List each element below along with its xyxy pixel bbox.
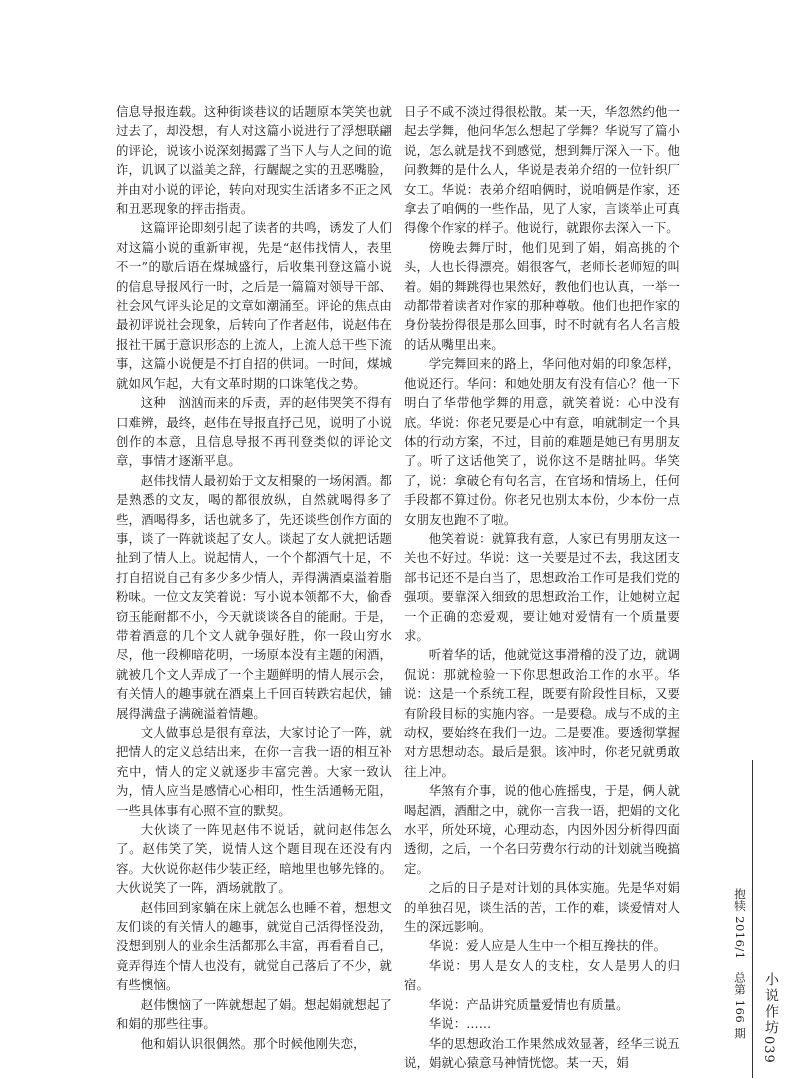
paragraph: 华的思想政治工作果然成效显著，经华三说五说，娟就心猿意马神情恍惚。某一天，娟 <box>404 1035 680 1070</box>
paragraph: 学完舞回来的路上，华问他对娟的印象怎样，他说还行。华问：和她处朋友有没有信心？他一下明白了华带他学舞的用意，就笑着说：心中没有底。华说：你老兄要是心中有意，咱就制定一个具体的行动方案，不过，目前的难题是她已有男朋友了。听了这话他笑了，说你这不是瞎扯吗。华笑了，说：拿破仑有句名言，在官场和情场上，任何手段都不算过份。你老兄也别太本份，少本份一点女朋友也跑不了啦。 <box>404 356 680 527</box>
paragraph: 华说：男人是女人的支柱，女人是男人的归宿。 <box>404 957 680 993</box>
sidebar-divider <box>752 760 753 1078</box>
paragraph: 赵伟找情人最初始于文友相聚的一场闲酒。都是熟悉的文友，喝的都很放纵，自然就喝得多了些，酒喝得多，话也就多了，先还谈些创作方面的事，谈了一阵就谈起了女人。谈起了女人就把话题扯到了情人上。说起情人，一个个都酒气十足，不打自招说自己有多少多少情人，弄得满酒桌溢着脂粉味。一位文友笑着说：写小说本领都不大，偷香窃玉能耐都不小，今天就谈谈各自的能耐。于是，带着酒意的几个文人就争强好胜，你一段山穷水尽，他一段柳暗花明，一场原本没有主题的闲酒，就被几个文人弄成了一个主题鲜明的情人展示会，有关情人的趣事就在酒桌上千回百转跌宕起伏，铺展得满盘子满碗溢着情趣。 <box>116 472 392 721</box>
paragraph: 这种 汹汹而来的斥责，弄的赵伟哭笑不得有口难辨，最终，赵伟在导报直抒己见，说明了小说创作的本意，且信息导报不再刊登类似的评论文章，事情才逐渐平息。 <box>116 395 392 469</box>
paragraph: 他笑着说：就算我有意，人家已有男朋友这一关也不好过。华说：这一关要是过不去，我这团支部书记还不是白当了，思想政治工作可是我们党的强项。要靠深入细致的思想政治工作，让她树立起一个正确的恋爱观，要让她对爱情有一个质量要求。 <box>404 530 680 643</box>
paragraph: 华煞有介事，说的他心旌摇曳，于是，俩人就喝起酒，酒酣之中，就你一言我一语，把娟的文化水平，所处环境，心理动态，内因外因分析得四面透彻，之后，一个名曰劳费尔行动的计划就当晚搞定。 <box>404 783 680 876</box>
paragraph: 赵伟懊恼了一阵就想起了娟。想起娟就想起了和娟的那些往事。 <box>116 996 392 1032</box>
paragraph: 日子不咸不淡过得很松散。某一天，华忽然约他一起去学舞，他问华怎么想起了学舞？华说写了篇小说，怎么就是找不到感觉，想到舞厅深入一下。他问教舞的是什么人，华说是表弟介绍的一位针织厂女工。华说：表弟介绍咱俩时，说咱俩是作家，还拿去了咱俩的一些作品，见了人家，言谈举止可真得像个作家的样子。他说行，就跟你去深入一下。 <box>404 104 680 236</box>
paragraph: 华说：产品讲究质量爱情也有质量。 <box>428 996 629 1012</box>
paragraph: 傍晚去舞厅时，他们见到了娟，娟高挑的个头，人也长得漂亮。娟很客气，老师长老师短的叫着。娟的舞跳得也果然好，教他们也认真，一举一动都带着读者对作家的那种尊敬。他们也把作家的身份装扮得很是那么回事，时不时就有名人名言般的话从嘴里出来。 <box>404 239 680 352</box>
paragraph: 华说：爱人应是人生中一个相互搀扶的伴。 <box>428 938 667 954</box>
column-title: 小说作坊 <box>763 972 779 1036</box>
paragraph: 华说：…… <box>428 1016 492 1032</box>
page-number: 039 <box>761 1036 776 1064</box>
publication-info: 抱犊 2016/1 总第 166 期 <box>733 888 747 1040</box>
paragraph: 赵伟回到家躺在床上就怎么也睡不着，想想文友们谈的有关情人的趣事，就觉自己活得怪没劲，没想到别人的业余生活都那么丰富，再看看自己，竟弄得连个情人也没有，就觉自己落后了不少，就有些懊恼。 <box>116 899 392 993</box>
paragraph: 听着华的话，他就觉这事滑稽的没了边，就调侃说：那就检验一下你思想政治工作的水平。华说：这是一个系统工程，既要有阶段性目标，又要有阶段目标的实施内容。一是要稳。成与不成的主动权，要始终在我们一边。二是要准。要透彻掌握对方思想动态。最后是狠。该冲时，你老兄就勇敢往上冲。 <box>404 647 680 779</box>
paragraph: 文人做事总是很有章法，大家讨论了一阵，就把情人的定义总结出来，在你一言我一语的相互补充中，情人的定义就逐步丰富完善。大家一致认为，情人应当是感情心心相印，性生活通畅无阻，一些具体事有心照不宣的默契。 <box>116 725 392 818</box>
right-column <box>404 102 680 1072</box>
paragraph: 信息导报连载。这种街谈巷议的话题原本笑笑也就过去了，却没想，有人对这篇小说进行了浮想联翩的评论，说该小说深刻揭露了当下人与人之间的诡诈，讥讽了以溢美之辞，行龌龊之实的丑恶嘴脸，并由对小说的评论，转向对现实生活诸多不正之风和丑恶现象的抨击指责。 <box>116 104 392 217</box>
left-column <box>116 102 392 1053</box>
paragraph: 他和娟认识很偶然。那个时候他刚失恋， <box>140 1035 366 1051</box>
paragraph: 这篇评论即刻引起了读者的共鸣，诱发了人们对这篇小说的重新审视，先是“赵伟找情人，表里不一”的歇后语在煤城盛行，后收集刊登这篇小说的信息导报风行一时，之后是一篇篇对领导干部、社会风气评头论足的文章如潮涌至。评论的焦点由最初评说社会现象，后转向了作者赵伟，说赵伟在报社干属于意识形态的上流人，上流人总干些下流事，这篇小说便是不打自招的供词。一时间，煤城就如风乍起，大有文革时期的口诛笔伐之势。 <box>116 220 392 391</box>
paragraph: 之后的日子是对计划的具体实施。先是华对娟的单独召见，谈生活的苦，工作的难，谈爱情对人生的深远影响。 <box>404 880 680 935</box>
paragraph: 大伙谈了一阵见赵伟不说话，就问赵伟怎么了。赵伟笑了笑，说情人这个题目现在还没有内容。大伙说你赵伟少装正经，暗地里也够先锋的。大伙说笑了一阵，酒场就散了。 <box>116 822 392 896</box>
